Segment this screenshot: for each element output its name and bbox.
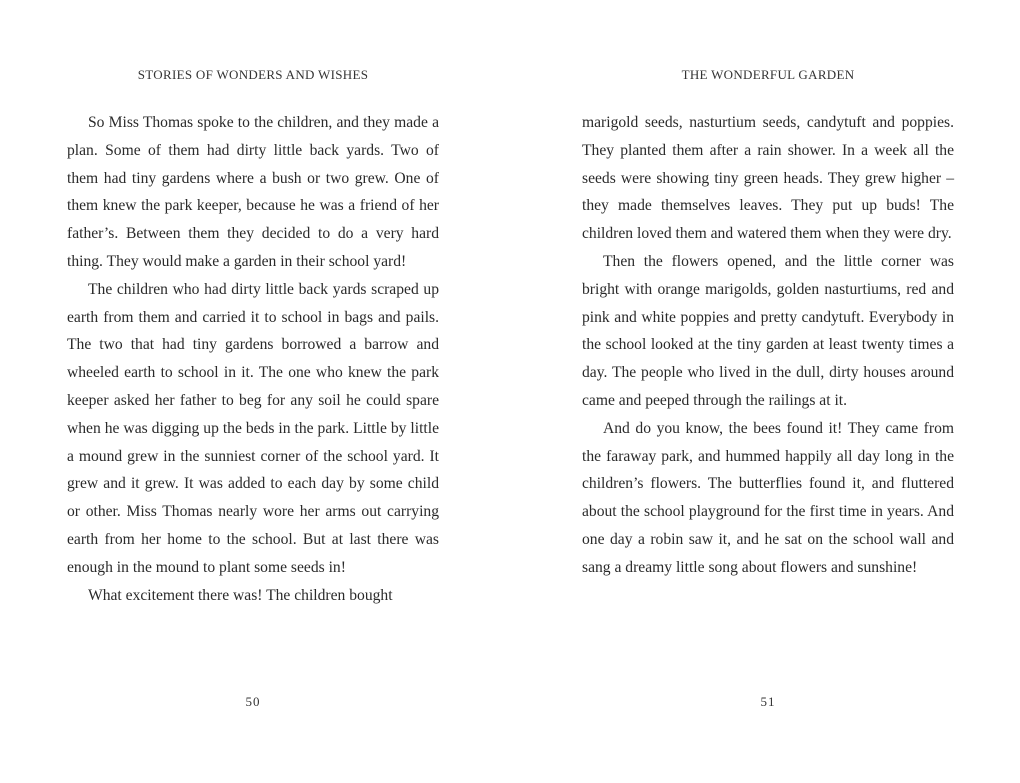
paragraph: So Miss Thomas spoke to the children, and they made a plan. Some of them had dirty little back yards. Two of them had tiny gardens where a bush or two grew. One of them knew the park keeper, because he was a friend of her father’s. Between them they decided to do a very hard thing. They would make a garden in their school yard! (67, 114, 439, 270)
paragraph: Then the flowers opened, and the little corner was bright with orange marigolds, golden nasturtiums, red and pink and white poppies and pretty candytuft. Everybody in the school looked at the tiny garden at least twenty times a day. The people who lived in the dull, dirty houses around came and peeped through the railings at it. (582, 252, 954, 409)
page-number-right: 51 (760, 694, 776, 709)
body-text-left (67, 109, 439, 609)
page-number-left: 50 (245, 694, 261, 709)
paragraph: And do you know, the bees found it! They came from the faraway park, and hummed happily all day long in the children’s flowers. The butterflies found it, and fluttered about the school playground for the first time in years. And one day a robin saw it, and he sat on the school wall and sang a dreamy little song about flowers and sunshine! (582, 419, 954, 576)
paragraph-continued: marigold seeds, nasturtium seeds, candytuft and poppies. They planted them after a rain shower. In a week all the seeds were showing tiny green heads. They grew higher – they made themselves leaves. They put up buds! The children loved them and watered them when they were dry. (582, 114, 954, 243)
left-page (67, 0, 439, 783)
paragraph: The children who had dirty little back yards scraped up earth from them and carried it to school in bags and pails. The two that had tiny gardens borrowed a barrow and wheeled earth to school in it. The one who knew the park keeper asked her father to beg for any soil he could spare when he was digging up the beds in the park. Little by little a mound grew in the sunniest corner of the school yard. It grew and it grew. It was added to each day by some child or other. Miss Thomas nearly wore her arms out carrying earth from her home to the school. But at last there was enough in the mound to plant some seeds in! (67, 280, 439, 576)
body-text-right (582, 109, 954, 582)
running-head-right: THE WONDERFUL GARDEN (681, 67, 855, 82)
right-page (582, 0, 954, 783)
running-head-left: STORIES OF WONDERS AND WISHES (137, 67, 369, 82)
paragraph: What excitement there was! The children bought (88, 586, 393, 604)
